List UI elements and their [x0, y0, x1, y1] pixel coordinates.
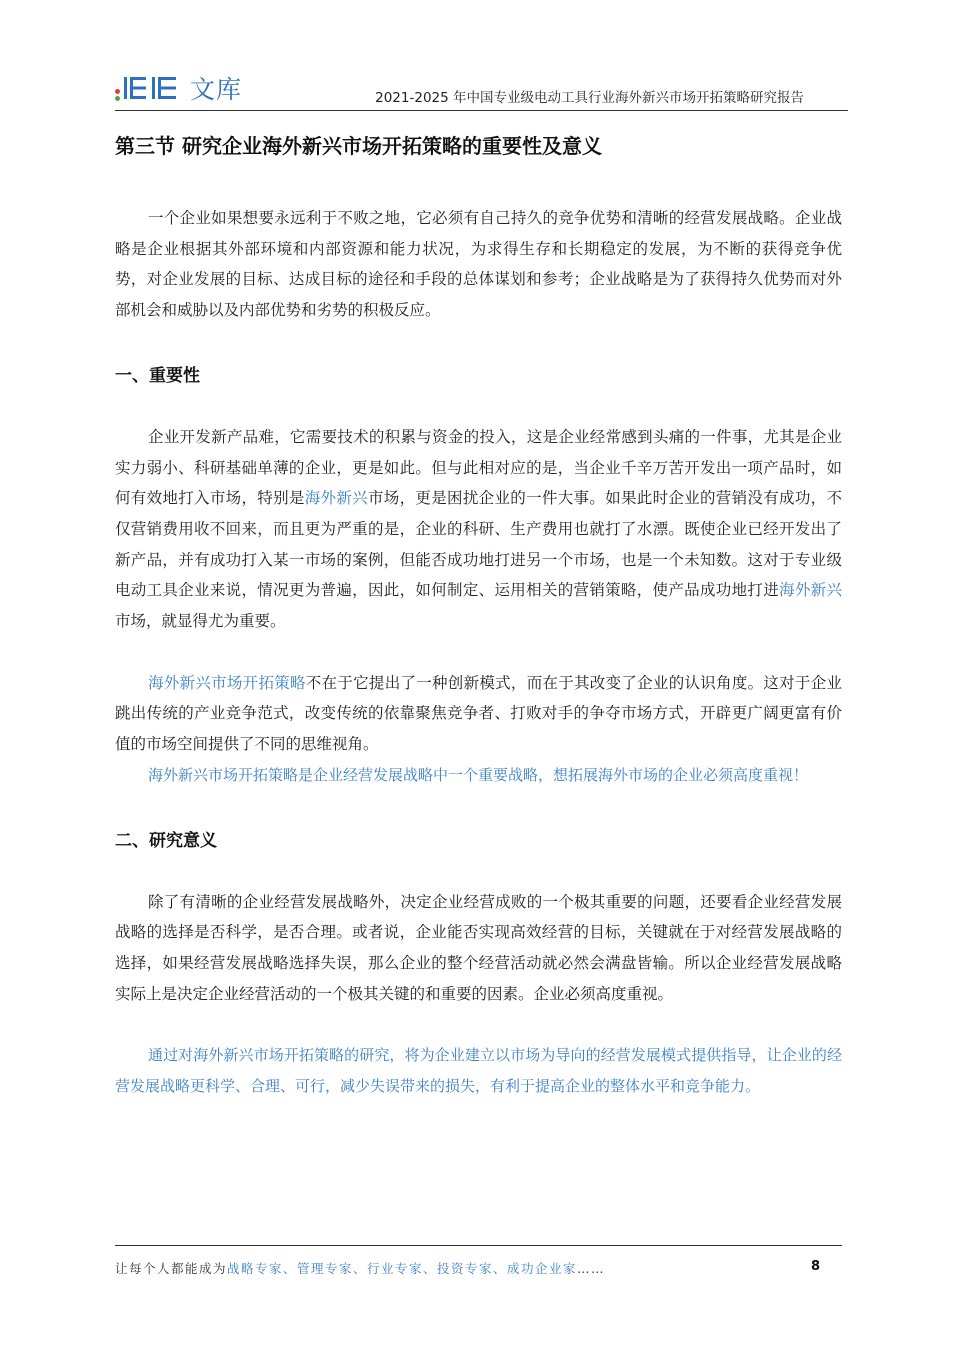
page-header [115, 66, 848, 112]
logo-mark-icon [124, 73, 184, 103]
page-footer [115, 1259, 820, 1281]
highlight-text: 海外新兴 [779, 581, 842, 600]
footer-highlight: 战略专家、管理专家、行业专家、投资专家、成功企业家 [227, 1261, 578, 1276]
logo-dot-green [115, 96, 120, 101]
importance-emphasis: 海外新兴市场开拓策略是企业经营发展战略中一个重要战略，想拓展海外市场的企业必须高度重视！ [148, 765, 809, 784]
importance-paragraph-1 [115, 422, 842, 637]
page-number: 8 [810, 1259, 820, 1274]
highlight-text: 海外新兴市场开拓策略 [148, 673, 306, 692]
significance-emphasis: 通过对海外新兴市场开拓策略的研究，将为企业建立以市场为导向的经营发展模式提供指导，让企业的经营发展战略更科学、合理、可行，减少失误带来的损失，有利于提高企业的整体水平和竞争能力。 [115, 1046, 842, 1096]
text-run: 市场，就显得尤为重要。 [115, 612, 286, 631]
text-run: 不在于它提出了一种创新模式，而在于其改变了企业的认识角度。这对于企业跳出传统的产业竞争范式，改变传统的依靠聚焦竞争者、打败对手的争夺市场方式，开辟更广阔更富有价值的市场空间提供了不同的思维视角。 [115, 673, 842, 754]
intro-paragraph: 一个企业如果想要永远利于不败之地，它必须有自己持久的竞争优势和清晰的经营发展战略。企业战略是企业根据其外部环境和内部资源和能力状况，为求得生存和长期稳定的发展，为不断的获得竞争优势，对企业发展的目标、达成目标的途径和手段的总体谋划和参考；企业战略是为了获得持久优势而对外部机会和威胁以及内部优势和劣势的积极反应。 [115, 209, 842, 320]
importance-paragraph-2 [115, 668, 842, 760]
section-title: 第三节 研究企业海外新兴市场开拓策略的重要性及意义 [115, 134, 602, 158]
footer-slogan [115, 1259, 605, 1277]
logo-dots [115, 89, 120, 101]
text-run: 市场，更是困扰企业的一件大事。如果此时企业的营销没有成功，不仅营销费用收不回来，而且更为严重的是，企业的科研、生产费用也就打了水漂。既使企业已经开发出了新产品，并有成功打入某一市场的案例，但能否成功地打进另一个市场，也是一个未知数。这对于专业级电动工具企业来说，情况更为普遍，因此，如何制定、运用相关的营销策略，使产品成功地打进 [115, 489, 842, 600]
report-title: 2021-2025 年中国专业级电动工具行业海外新兴市场开拓策略研究报告 [375, 90, 804, 106]
logo-text: 文库 [190, 75, 243, 104]
footer-suffix: …… [577, 1261, 606, 1276]
main-content [115, 126, 842, 1102]
footer-prefix: 让每个人都能成为 [115, 1261, 228, 1276]
logo-dot-red [115, 89, 120, 94]
highlight-text: 海外新兴 [304, 489, 368, 508]
significance-paragraph-1: 除了有清晰的企业经营发展战略外，决定企业经营成败的一个极其重要的问题，还要看企业经营发展战略的选择是否科学，是否合理。或者说，企业能否实现高效经营的目标，关键就在于对经营发展战略的选择，如果经营发展战略选择失误，那么企业的整个经营活动就必然会满盘皆输。所以企业经营发展战略实际上是决定企业经营活动的一个极其关键的和重要的因素。企业必须高度重视。 [115, 892, 842, 1003]
text-run: 企业开发新产品难，它需要技术的积累与资金的投入，这是企业经常感到头痛的一件事，尤其是企业实力弱小、科研基础单薄的企业，更是如此。但与此相对应的是，当企业千辛万苦开发出一项产品时，如何有效地打入市场，特别是 [115, 427, 842, 508]
heading-importance: 一、重要性 [115, 365, 200, 386]
header-divider [115, 110, 848, 111]
logo [115, 70, 242, 106]
footer-divider [115, 1245, 842, 1246]
heading-significance: 二、研究意义 [115, 830, 217, 851]
